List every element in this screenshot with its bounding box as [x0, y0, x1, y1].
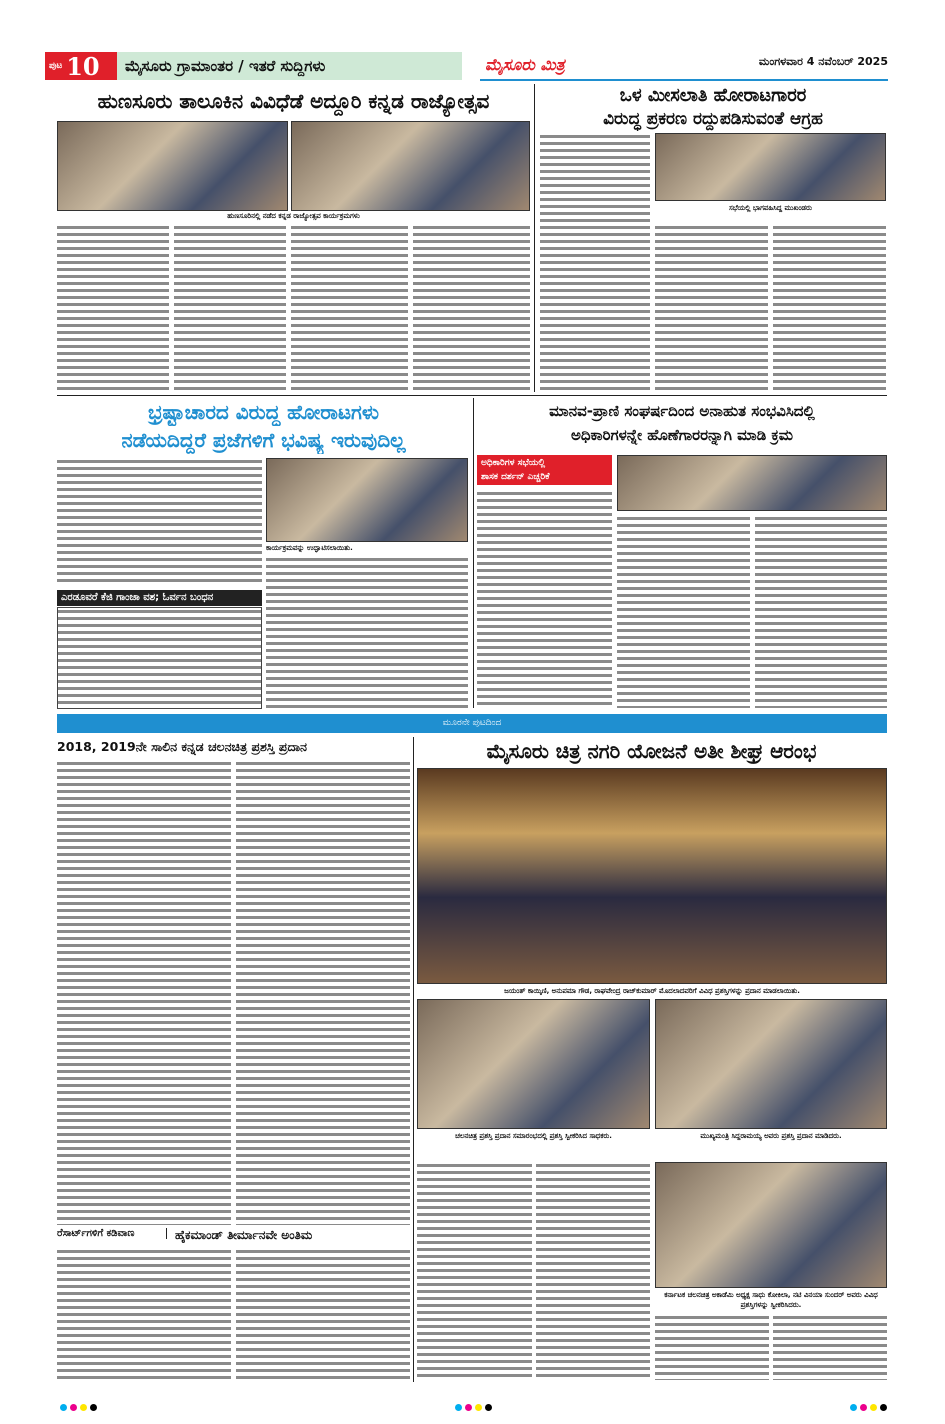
story4-body-col1	[477, 490, 612, 708]
story4-kicker-line1: ಅಧಿಕಾರಿಗಳ ಸಭೆಯಲ್ಲಿ	[481, 458, 546, 468]
story5-sub-left: ರೆಸಾರ್ಟ್‌ಗಳಿಗೆ ಕಡಿವಾಣ	[57, 1228, 167, 1239]
story3-headline-line1: ಭ್ರಷ್ಟಾಚಾರದ ವಿರುದ್ಧ ಹೋರಾಟಗಳು	[147, 400, 380, 424]
story4-headline-line1: ಮಾನವ-ಪ್ರಾಣಿ ಸಂಘರ್ಷದಿಂದ ಅನಾಹುತ ಸಂಭವಿಸಿದಲ್ಲಿ	[549, 402, 815, 420]
story1-body-col4	[413, 224, 530, 392]
registration-marks	[455, 1404, 492, 1411]
masthead-logo: ಮೈಸೂರು ಮಿತ್ರ	[485, 55, 565, 74]
story4-body-col3	[755, 515, 887, 708]
story6-body-col1	[417, 1162, 532, 1380]
story1-body-col3	[291, 224, 408, 392]
column-divider	[534, 84, 535, 392]
story5-sub-right: ಹೈಕಮಾಂಡ್ ತೀರ್ಮಾನವೇ ಅಂತಿಮ	[175, 1228, 313, 1242]
story2-headline-line1: ಒಳ ಮೀಸಲಾತಿ ಹೋರಾಟಗಾರರ	[619, 85, 807, 106]
story1-caption: ಹುಣಸೂರಿನಲ್ಲಿ ನಡೆದ ಕನ್ನಡ ರಾಜ್ಯೋತ್ಸವ ಕಾರ್ಯಕ್ರಮಗಳು	[227, 212, 360, 220]
story4-headline-line2: ಅಧಿಕಾರಿಗಳನ್ನೇ ಹೊಣೆಗಾರರನ್ನಾಗಿ ಮಾಡಿ ಕ್ರಮ	[570, 426, 794, 444]
story5-body-col2	[236, 760, 410, 1225]
story1-headline: ಹುಣಸೂರು ತಾಲೂಕಿನ ವಿವಿಧೆಡೆ ಅದ್ದೂರಿ ಕನ್ನಡ ರಾಜ್ಯೋತ್ಸವ	[97, 89, 490, 113]
story6-body-col4	[773, 1314, 887, 1380]
story6-headline: ಮೈಸೂರು ಚಿತ್ರ ನಗರಿ ಯೋಜನೆ ಅತೀ ಶೀಘ್ರ ಆರಂಭ	[486, 739, 817, 763]
story4-kicker-line2: ಶಾಸಕ ದರ್ಶನ್ ಎಚ್ಚರಿಕೆ	[481, 472, 550, 482]
continued-bar: ಮೂರನೇ ಪುಟದಿಂದ	[57, 714, 887, 733]
story6-photo-bottom	[655, 1162, 887, 1288]
story3-photo	[266, 458, 468, 542]
story1-photo-left	[57, 121, 288, 211]
issue-date: ಮಂಗಳವಾರ 4 ನವೆಂಬರ್ 2025	[758, 55, 888, 68]
story3-sub-body	[57, 607, 262, 709]
header-rule	[480, 79, 888, 81]
story6-photo-right	[655, 999, 887, 1129]
story4-body-col2	[617, 515, 750, 708]
story3-body-col2	[266, 556, 468, 708]
story3-caption: ಕಾರ್ಯಕ್ರಮವನ್ನು ಉದ್ಘಾಟಿಸಲಾಯಿತು.	[266, 544, 353, 552]
story1-photo-right	[291, 121, 530, 211]
story6-caption-right: ಮುಖ್ಯಮಂತ್ರಿ ಸಿದ್ದರಾಮಯ್ಯ ಅವರು ಪ್ರಶಸ್ತಿ ಪ್ರದಾನ ಮಾಡಿದರು.	[700, 1132, 842, 1140]
story5-body-col4	[236, 1248, 410, 1380]
story4-kicker	[477, 455, 612, 485]
story3-headline-line2: ನಡೆಯದಿದ್ದರೆ ಪ್ರಜೆಗಳಿಗೆ ಭವಿಷ್ಯ ಇರುವುದಿಲ್ಲ	[121, 428, 406, 452]
section-title: ಮೈಸೂರು ಗ್ರಾಮಾಂತರ / ಇತರೆ ಸುದ್ದಿಗಳು	[117, 52, 462, 80]
story3-body-col1	[57, 458, 262, 586]
story6-body-col3	[655, 1314, 769, 1380]
story5-headline: 2018, 2019ನೇ ಸಾಲಿನ ಕನ್ನಡ ಚಲನಚಿತ್ರ ಪ್ರಶಸ್ತಿ ಪ್ರದಾನ	[57, 739, 307, 754]
page-number: 10	[66, 51, 100, 81]
story2-body-col2	[655, 224, 768, 391]
registration-marks	[60, 1404, 97, 1411]
column-divider	[473, 398, 474, 708]
story6-caption-bottom: ಕರ್ನಾಟಕ ಚಲನಚಿತ್ರ ಅಕಾಡೆಮಿ ಅಧ್ಯಕ್ಷ ಸಾಧು ಕೋಕಿಲಾ, ನಟಿ ವಿನಯಾ ಸುಂದರ್ ಅವರು ವಿವಿಧ ಪ್ರಶಸ್ತಿಗಳನ್ನು ಸ್ವೀಕರಿಸಿದರು.	[664, 1291, 878, 1309]
story6-photo-left	[417, 999, 650, 1129]
story2-body-col3	[773, 224, 886, 391]
story2-photo	[655, 133, 886, 201]
page-label: ಪುಟ	[49, 61, 63, 71]
column-divider	[413, 737, 414, 1382]
story3-sub-headline: ಎರಡೂವರೆ ಕೆಜಿ ಗಾಂಜಾ ವಶ; ಓರ್ವನ ಬಂಧನ	[57, 590, 262, 606]
page-number-box	[45, 52, 117, 80]
story5-body-col1	[57, 760, 231, 1225]
registration-marks	[850, 1404, 887, 1411]
story6-caption-main: ಜಯಂತ್ ಕಾಯ್ಕಿಣಿ, ಅನುಪಮಾ ಗೌಡ, ರಾಘವೇಂದ್ರ ರಾಜ್‌ಕುಮಾರ್ ಮೊದಲಾದವರಿಗೆ ವಿವಿಧ ಪ್ರಶಸ್ತಿಗಳನ್ನು ಪ್ರದಾನ ಮಾಡಲಾಯಿತು.	[504, 987, 800, 995]
story1-body-col1	[57, 224, 169, 392]
story4-photo	[617, 455, 887, 511]
story2-body-col1	[540, 133, 650, 391]
story5-body-col3	[57, 1248, 231, 1380]
section-rule	[57, 395, 887, 396]
story2-caption: ಸಭೆಯಲ್ಲಿ ಭಾಗವಹಿಸಿದ್ದ ಮುಖಂಡರು	[729, 204, 812, 212]
story6-main-photo	[417, 768, 887, 984]
story2-headline-line2: ವಿರುದ್ಧ ಪ್ರಕರಣ ರದ್ದುಪಡಿಸುವಂತೆ ಆಗ್ರಹ	[603, 109, 823, 129]
story6-body-col2	[536, 1162, 650, 1380]
story1-body-col2	[174, 224, 286, 392]
story6-caption-left: ಚಲನಚಿತ್ರ ಪ್ರಶಸ್ತಿ ಪ್ರದಾನ ಸಮಾರಂಭದಲ್ಲಿ ಪ್ರಶಸ್ತಿ ಸ್ವೀಕರಿಸಿದ ಸಾಧಕರು.	[455, 1132, 612, 1140]
